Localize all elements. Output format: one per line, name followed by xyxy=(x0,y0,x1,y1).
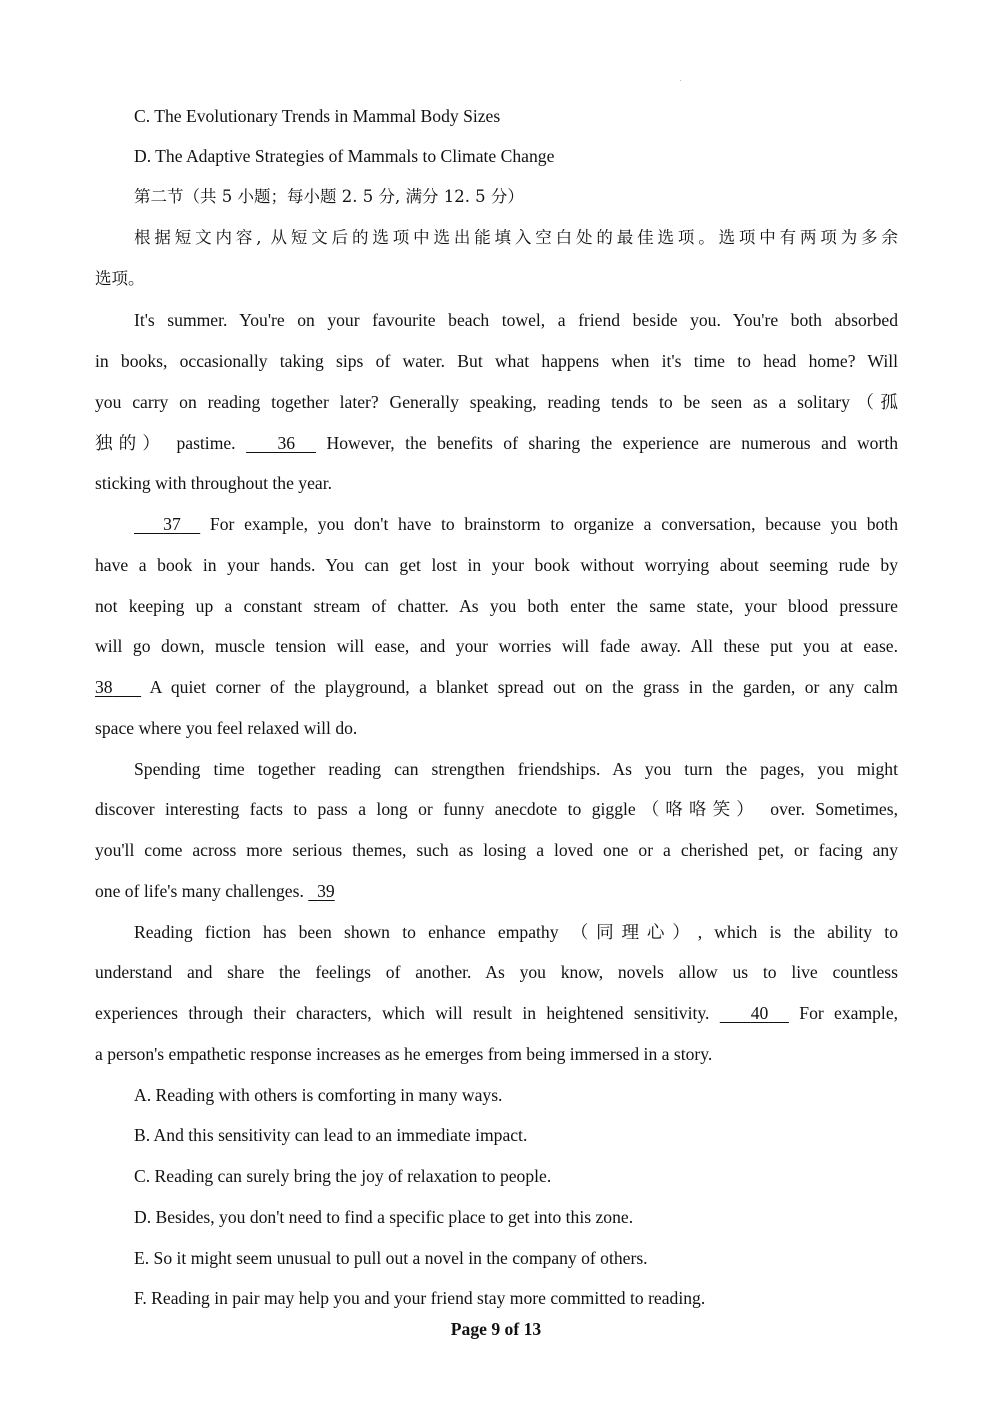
para4-line3 xyxy=(95,1002,898,1024)
option-d-prev: D. The Adaptive Strategies of Mammals to Climate Change xyxy=(134,146,555,166)
scan-dot xyxy=(680,80,681,81)
para4-line2: understand and share the feelings of another. As you know, novels allow us to live countless xyxy=(95,962,898,982)
blank-39-label: 39 xyxy=(317,881,335,901)
section-heading: 第二节（共 5 小题；每小题 2. 5 分, 满分 12. 5 分） xyxy=(134,187,524,206)
para2-line1 xyxy=(134,513,898,535)
para2-line1-text: For example, you don't have to brainstorm to organize a conversation, because you both xyxy=(209,514,898,534)
blank-38-label: 38 xyxy=(95,677,113,697)
footer-total-pages: 13 xyxy=(523,1319,542,1339)
para1-line4-end: However, the benefits of sharing the experience are numerous and worth xyxy=(326,433,899,453)
para4-line4: a person's empathetic response increases as he emerges from being immersed in a story. xyxy=(95,1044,713,1064)
option-e: E. So it might seem unusual to pull out a novel in the company of others. xyxy=(134,1248,648,1268)
para3-line3: you'll come across more serious themes, such as losing a loved one or a cherished pet, or facing any xyxy=(95,840,898,860)
para4-line3-end: For example, xyxy=(799,1003,899,1023)
para1-line4 xyxy=(95,432,898,454)
para2-line5 xyxy=(95,676,898,698)
para1-line1: It's summer. You're on your favourite beach towel, a friend beside you. You're both absorbed xyxy=(134,310,898,330)
blank-40-label: 40 xyxy=(750,1003,769,1023)
blank-38 xyxy=(95,677,141,697)
para4-line3-text: experiences through their characters, which will result in heightened sensitivity. xyxy=(95,1003,710,1023)
option-d: D. Besides, you don't need to find a specific place to get into this zone. xyxy=(134,1207,634,1227)
para1-line3: you carry on reading together later? Generally speaking, reading tends to be seen as a solitary（孤 xyxy=(95,392,898,412)
blank-37-label: 37 xyxy=(163,514,181,534)
footer-prefix: Page xyxy=(450,1319,487,1339)
page-footer xyxy=(0,1318,992,1340)
para2-line3: not keeping up a constant stream of chatter. As you both enter the same state, your blood pressure xyxy=(95,596,898,616)
option-c-prev: C. The Evolutionary Trends in Mammal Body Sizes xyxy=(134,106,501,126)
para2-line2: have a book in your hands. You can get lost in your book without worrying about seeming rude by xyxy=(95,555,898,575)
para2-line4: will go down, muscle tension will ease, and your worries will fade away. All these put you at ease. xyxy=(95,636,898,656)
para1-line2: in books, occasionally taking sips of water. But what happens when it's time to head home? Will xyxy=(95,351,898,371)
blank-40 xyxy=(720,1003,789,1023)
para2-line5-text: A quiet corner of the playground, a blanket spread out on the grass in the garden, or any calm xyxy=(149,677,898,697)
blank-37 xyxy=(134,514,200,534)
para1-line5: sticking with throughout the year. xyxy=(95,473,332,493)
option-a: A. Reading with others is comforting in many ways. xyxy=(134,1085,503,1105)
instructions-line-2: 选项。 xyxy=(95,269,145,288)
blank-36 xyxy=(246,433,316,453)
para3-line2: discover interesting facts to pass a long or funny anecdote to giggle（咯咯笑） over. Sometimes, xyxy=(95,799,898,819)
footer-current-page: 9 xyxy=(491,1319,501,1339)
para3-line4-text: one of life's many challenges. xyxy=(95,881,304,901)
para3-line1: Spending time together reading can strengthen friendships. As you turn the pages, you might xyxy=(134,759,898,779)
para1-line4-start: 独的） pastime. xyxy=(95,433,236,453)
option-c: C. Reading can surely bring the joy of relaxation to people. xyxy=(134,1166,552,1186)
option-b: B. And this sensitivity can lead to an immediate impact. xyxy=(134,1125,528,1145)
footer-of: of xyxy=(504,1319,520,1339)
para4-line1: Reading fiction has been shown to enhance empathy （同理心）, which is the ability to xyxy=(134,922,898,942)
option-f: F. Reading in pair may help you and your friend stay more committed to reading. xyxy=(134,1288,706,1308)
blank-39 xyxy=(308,881,334,901)
instructions-line-1: 根据短文内容, 从短文后的选项中选出能填入空白处的最佳选项。选项中有两项为多余 xyxy=(134,228,898,247)
para3-line4 xyxy=(95,880,898,902)
blank-36-label: 36 xyxy=(277,433,296,453)
para2-line6: space where you feel relaxed will do. xyxy=(95,718,358,738)
